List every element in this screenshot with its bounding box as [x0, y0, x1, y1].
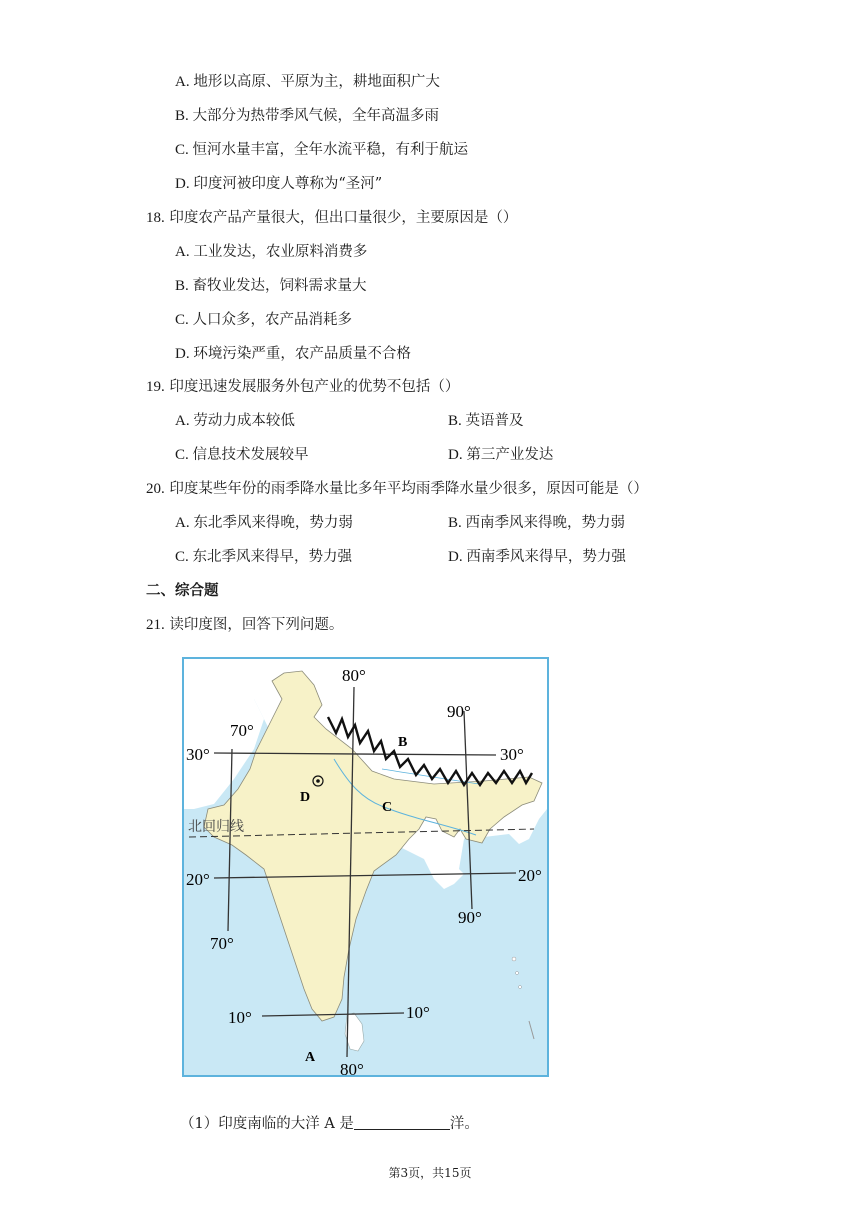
q17-option-d: D. 印度河被印度人尊称为“圣河” — [175, 176, 383, 192]
q19-stem: 19. 印度迅速发展服务外包产业的优势不包括（） — [146, 379, 460, 395]
label-lat-20-left: 20° — [186, 870, 210, 889]
q18-option-d: D. 环境污染严重，农产品质量不合格 — [175, 346, 411, 362]
q19-option-a: A. 劳动力成本较低 — [175, 413, 295, 429]
q19-option-b: B. 英语普及 — [448, 413, 524, 429]
label-d: D — [300, 790, 311, 805]
q17-option-b: B. 大部分为热带季风气候，全年高温多雨 — [175, 108, 440, 124]
page-footer: 第3页，共15页 — [388, 1166, 472, 1180]
label-lat-10-right: 10° — [406, 1003, 430, 1022]
d-marker-dot — [316, 779, 320, 783]
label-lon-80-top: 80° — [342, 666, 366, 685]
label-lon-90-bottom: 90° — [458, 908, 482, 927]
label-lat-30-left: 30° — [186, 745, 210, 764]
q20-option-d: D. 西南季风来得早，势力强 — [448, 549, 626, 565]
island — [519, 986, 522, 989]
label-lon-70-bottom: 70° — [210, 934, 234, 953]
q18-option-c: C. 人口众多，农产品消耗多 — [175, 312, 353, 328]
label-lon-90-top: 90° — [447, 702, 471, 721]
island — [516, 972, 519, 975]
label-c: C — [382, 800, 393, 815]
label-lat-20-right: 20° — [518, 866, 542, 885]
label-b: B — [398, 735, 408, 750]
island — [512, 957, 516, 961]
india-map-svg — [184, 659, 547, 1075]
q20-option-c: C. 东北季风来得早，势力强 — [175, 549, 353, 565]
label-lat-30-right: 30° — [500, 745, 524, 764]
q20-option-a: A. 东北季风来得晚，势力弱 — [175, 515, 353, 531]
q20-stem: 20. 印度某些年份的雨季降水量比多年平均雨季降水量少很多，原因可能是（） — [146, 481, 648, 497]
label-tropic: 北回归线 — [188, 819, 244, 835]
q17-option-c: C. 恒河水量丰富，全年水流平稳，有利于航运 — [175, 142, 469, 158]
label-lon-70-top: 70° — [230, 721, 254, 740]
answer-blank[interactable] — [354, 1114, 450, 1130]
q21-sub1: （1）印度南临的大洋 A 是 洋。 — [180, 1116, 479, 1132]
q18-option-a: A. 工业发达，农业原料消费多 — [175, 244, 368, 260]
q18-stem: 18. 印度农产品产量很大，但出口量很少，主要原因是（） — [146, 210, 518, 226]
section-heading: 二、综合题 — [146, 582, 219, 599]
q19-option-d: D. 第三产业发达 — [448, 447, 554, 463]
label-lat-10-left: 10° — [228, 1008, 252, 1027]
label-lon-80-bottom: 80° — [340, 1060, 364, 1075]
india-map — [182, 657, 549, 1077]
q17-option-a: A. 地形以高原、平原为主，耕地面积广大 — [175, 74, 440, 90]
q18-option-b: B. 畜牧业发达，饲料需求量大 — [175, 278, 367, 294]
q19-option-c: C. 信息技术发展较早 — [175, 447, 309, 463]
q20-option-b: B. 西南季风来得晚，势力弱 — [448, 515, 626, 531]
label-a: A — [305, 1050, 316, 1065]
q21-stem: 21. 读印度图，回答下列问题。 — [146, 617, 344, 633]
